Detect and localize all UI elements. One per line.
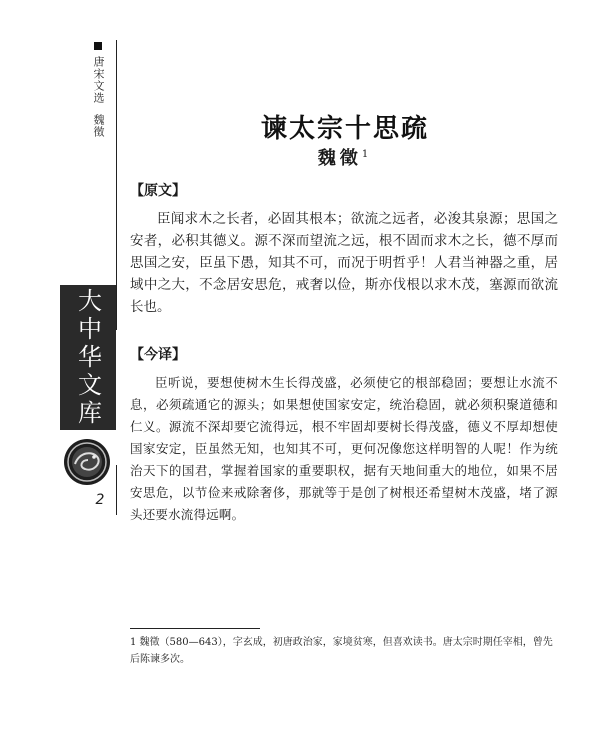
- library-name: 大中华文库: [73, 287, 102, 428]
- translation-heading: 【今译】: [130, 347, 186, 363]
- footnote-divider: [130, 628, 260, 629]
- series-header: [84, 42, 112, 138]
- author-name: 魏徵: [317, 148, 362, 169]
- margin-rule: [116, 40, 117, 330]
- library-name-tab: [60, 285, 116, 430]
- original-heading: 【原文】: [130, 183, 186, 199]
- series-title: 唐宋文选: [92, 56, 105, 104]
- translation-text: 臣听说，要想使树木生长得茂盛，必须使它的根部稳固；要想让水流不息，必须疏通它的源头；如果想使国家安定，统治稳固，就必须积聚道德和仁义。源流不深却要它流得远，根不牢固却要树长得茂盛，德义不厚却想使国家安定，臣虽然无知，也知其不可，更何况像您这样明智的人呢！作为统治天下的国君，掌握着国家的重要职权，据有天地间重大的地位，如果不居安思危，以节俭来戒除奢侈，那就等于是创了树根还希望树木茂盛，堵了源头还要水流得远啊。: [130, 375, 558, 522]
- series-marker-square: [94, 42, 102, 50]
- article-title: 谏太宗十思疏: [260, 114, 429, 144]
- article-author: [130, 144, 560, 170]
- margin-rule-lower: [116, 465, 117, 515]
- page-number: 2: [95, 492, 105, 508]
- dragon-emblem-icon: [63, 438, 111, 486]
- footnote-marker: 1: [361, 149, 373, 160]
- series-author: 魏徵: [92, 114, 105, 138]
- original-text: 臣闻求木之长者，必固其根本；欲流之远者，必浚其泉源；思国之安者，必积其德义。源不深而望流之远，根不固而求木之长，德不厚而思国之安，臣虽下愚，知其不可，而况于明哲乎！人君当神器之重，居域中之大，不念居安思危，戒奢以俭，斯亦伐根以求木茂，塞源而欲流长也。: [130, 211, 558, 315]
- footnote-text: 1 魏徵（580—643），字玄成，初唐政治家，家境贫寒，但喜欢读书。唐太宗时期任宰相，曾先后陈谏多次。: [130, 637, 553, 665]
